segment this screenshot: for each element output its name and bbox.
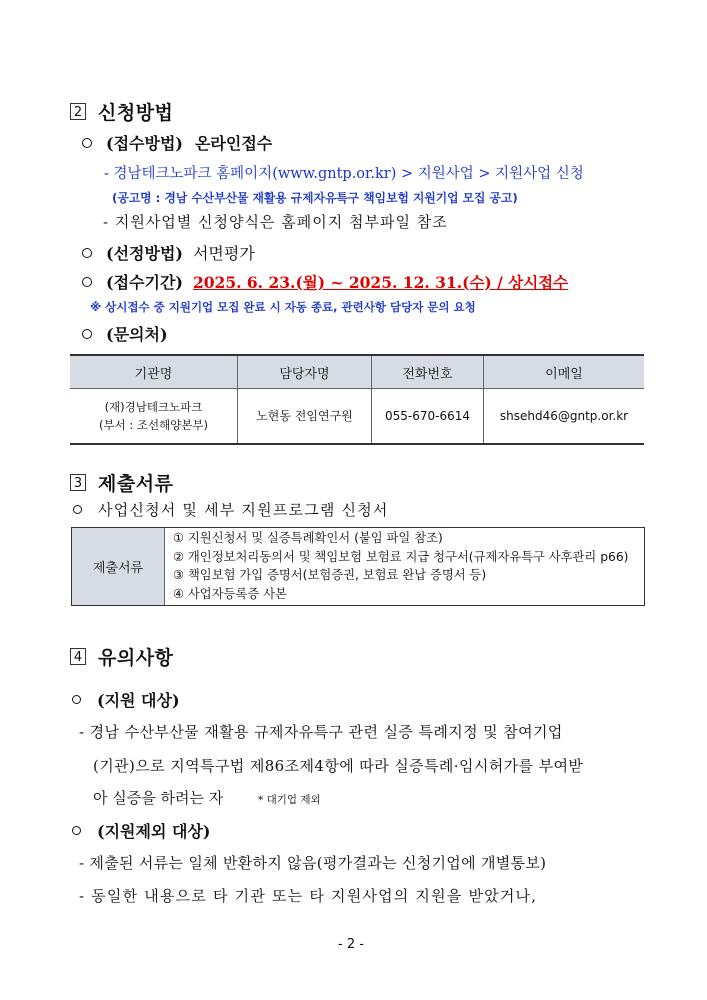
section4-title: 유의사항	[98, 647, 174, 669]
target-label-line	[72, 688, 180, 711]
person-cell: 노현동 전임연구원	[238, 389, 372, 445]
notice-title: (공고명 : 경남 수산부산물 재활용 규제자유특구 책임보험 지원기업 모집 공고)	[112, 191, 518, 205]
contact-label: (문의처)	[106, 325, 168, 344]
section2-number: 2	[70, 103, 86, 120]
exclusion-label-line	[72, 819, 210, 842]
documents-box	[71, 527, 645, 606]
exclusion-label: (지원제외 대상)	[97, 822, 211, 841]
receipt-period-line	[82, 270, 568, 293]
list-item: ① 지원신청서 및 실증특례확인서 (붙임 파일 참조)	[173, 531, 443, 545]
target-line-3-text: 아 실증을 하려는 자	[93, 789, 224, 807]
section3-intro-line	[73, 499, 389, 520]
bullet-circle-icon	[82, 138, 92, 148]
section2-title: 신청방법	[98, 102, 174, 124]
bullet-circle-icon	[82, 248, 92, 258]
selection-method-line	[82, 241, 255, 264]
phone-cell: 055-670-6614	[372, 389, 484, 445]
section3-heading	[70, 469, 173, 496]
bullet-circle-icon	[82, 329, 92, 339]
receipt-method-value: 온라인접수	[194, 134, 273, 153]
bullet-circle-icon	[73, 505, 82, 514]
target-line-2: (기관)으로 지역특구법 제86조제4항에 따라 실증특례·임시허가를 부여받	[93, 757, 584, 775]
header-person: 담당자명	[238, 355, 372, 389]
selection-method-value: 서면평가	[192, 244, 255, 263]
header-phone: 전화번호	[372, 355, 484, 389]
list-item: ② 개인정보처리동의서 및 책임보험 보험료 지급 청구서(규제자유특구 사후관리 p66)	[173, 549, 629, 564]
receipt-method-label: (접수방법)	[106, 134, 183, 153]
selection-method-label: (선정방법)	[106, 244, 183, 263]
header-email: 이메일	[484, 355, 645, 389]
period-note: ※ 상시접수 중 지원기업 모집 완료 시 자동 종료, 관련사항 담당자 문의 요청	[90, 300, 476, 314]
section4-heading	[70, 643, 173, 670]
contact-table-header-row	[70, 355, 644, 389]
exclusion-line-1: - 제출된 서류는 일체 반환하지 않음(평가결과는 신청기업에 개별통보)	[79, 854, 547, 872]
bullet-circle-icon	[72, 826, 81, 835]
documents-list	[165, 528, 636, 605]
page-number: - 2 -	[338, 937, 364, 952]
list-item: ③ 책임보험 가입 증명서(보험증권, 보험료 완납 증명서 등)	[173, 568, 487, 582]
org-name: (재)경남테크노파크	[104, 400, 203, 414]
section3-number: 3	[70, 474, 86, 491]
receipt-method-line	[82, 131, 272, 154]
bullet-circle-icon	[72, 695, 81, 704]
contact-line	[82, 322, 168, 345]
receipt-period-value: 2025. 6. 23.(월) ~ 2025. 12. 31.(수) / 상시접수	[192, 272, 569, 292]
section2-heading	[70, 98, 173, 125]
section3-title: 제출서류	[98, 473, 174, 495]
homepage-link-line[interactable]: - 경남테크노파크 홈페이지(www.gntp.or.kr) > 지원사업 > 지원사업 신청	[104, 166, 584, 182]
header-org: 기관명	[70, 355, 238, 389]
list-item: ④ 사업자등록증 사본	[173, 586, 287, 601]
documents-label: 제출서류	[72, 528, 165, 605]
table-row	[70, 389, 644, 445]
exclusion-line-2: - 동일한 내용으로 타 기관 또는 타 지원사업의 지원을 받았거나,	[79, 887, 538, 905]
email-cell[interactable]: shsehd46@gntp.or.kr	[484, 389, 645, 445]
section3-intro: 사업신청서 및 세부 지원프로그램 신청서	[98, 501, 389, 519]
target-label: (지원 대상)	[97, 691, 180, 710]
contact-table	[70, 354, 644, 445]
org-cell	[70, 389, 238, 445]
target-footnote: * 대기업 제외	[258, 794, 321, 806]
target-line-1: - 경남 수산부산물 재활용 규제자유특구 관련 실증 특례지정 및 참여기업	[79, 723, 563, 741]
form-note-line: - 지원사업별 신청양식은 홈페이지 첨부파일 참조	[103, 213, 448, 231]
org-department: (부서 : 조선해양본부)	[98, 418, 209, 432]
bullet-circle-icon	[82, 277, 92, 287]
target-line-3	[93, 787, 321, 808]
receipt-period-label: (접수기간)	[106, 273, 183, 292]
section4-number: 4	[70, 648, 86, 665]
